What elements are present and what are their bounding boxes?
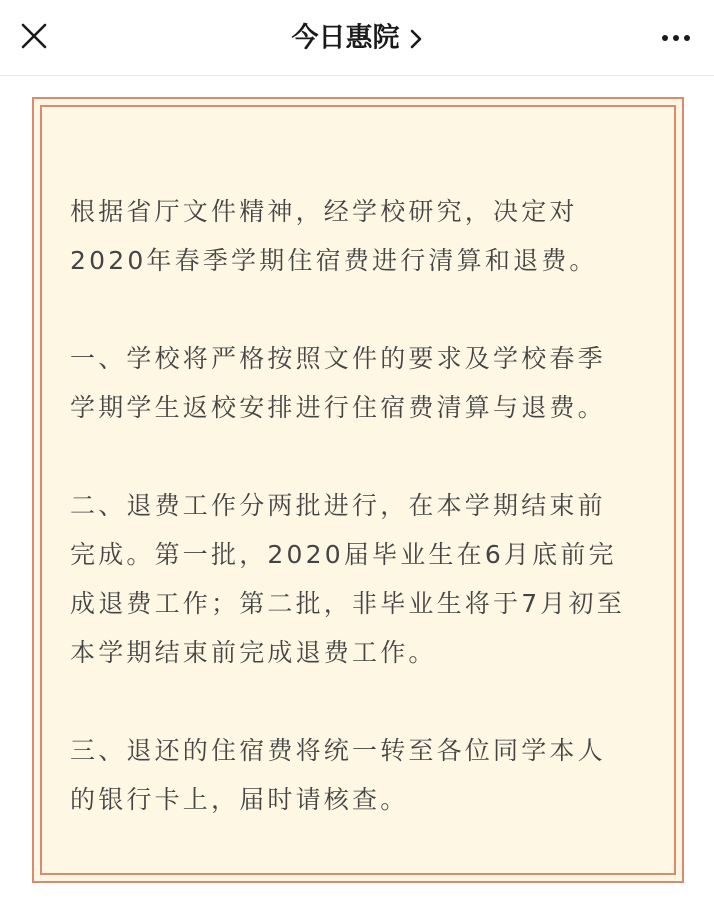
more-options-button[interactable]: [656, 18, 696, 58]
notice-frame-outer: [32, 97, 684, 883]
text-line: 本学期结束前完成退费工作。: [70, 638, 437, 667]
text-line: 一、学校将严格按照文件的要求及学校春季: [70, 344, 606, 373]
top-nav-bar: [0, 0, 714, 76]
account-title-link[interactable]: [0, 18, 714, 58]
paragraph-item-3: [70, 726, 650, 824]
notice-frame-inner: [40, 105, 676, 875]
paragraph-intro: [70, 187, 650, 285]
paragraph-item-1: [70, 334, 650, 432]
paragraph-item-2: [70, 481, 650, 677]
text-line: 根据省厅文件精神，经学校研究，决定对: [70, 197, 578, 226]
text-line: 2020年春季学期住宿费进行清算和退费。: [70, 246, 598, 275]
text-line: 成退费工作；第二批，非毕业生将于7月初至: [70, 589, 625, 618]
notice-content: [70, 187, 650, 873]
text-line: 二、退费工作分两批进行，在本学期结束前: [70, 491, 606, 520]
page-title: 今日惠院: [291, 22, 400, 54]
text-line: 三、退还的住宿费将统一转至各位同学本人: [70, 736, 606, 765]
text-line: 学期学生返校安排进行住宿费清算与退费。: [70, 393, 606, 422]
chevron-right-icon: [409, 28, 423, 50]
more-icon: [656, 18, 696, 58]
text-line: 的银行卡上，届时请核查。: [70, 785, 409, 814]
text-line: 完成。第一批，2020届毕业生在6月底前完: [70, 540, 617, 569]
